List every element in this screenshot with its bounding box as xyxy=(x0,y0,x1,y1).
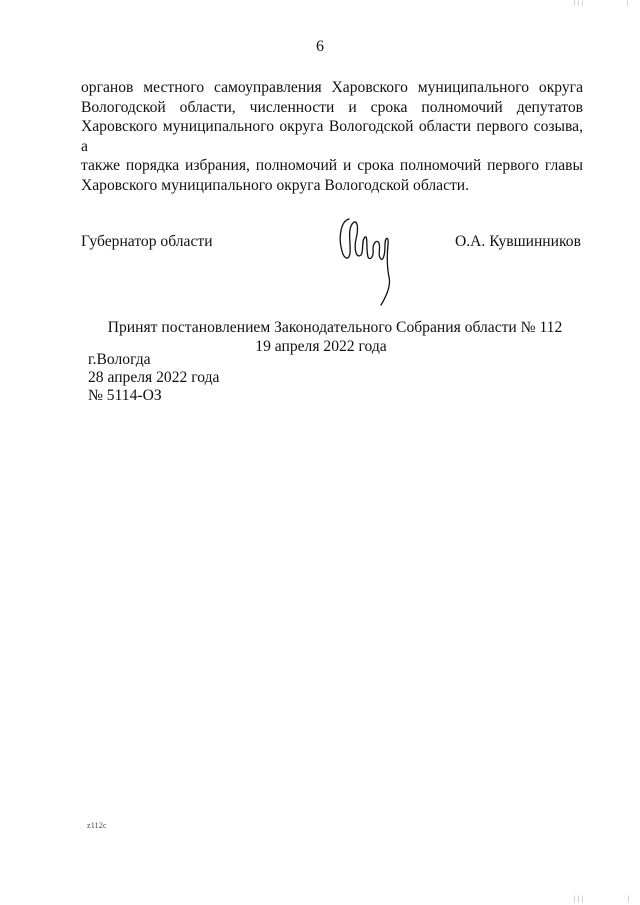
scan-artifact: │ xyxy=(626,897,631,903)
scan-artifact: │ xyxy=(625,0,630,6)
body-paragraph xyxy=(81,78,583,195)
footer-code: z112c xyxy=(87,821,107,830)
scan-artifact: │││ xyxy=(572,0,585,6)
city: г.Вологда xyxy=(88,351,151,368)
adoption-line: Принят постановлением Законодательного Собрания области № 112 xyxy=(107,319,563,336)
signatory-name: О.А. Кувшинников xyxy=(455,233,581,250)
law-number: № 5114-ОЗ xyxy=(88,387,162,404)
scan-artifact: │││ xyxy=(572,897,585,903)
body-line: также порядка избрания, полномочий и срока полномочий первого главы xyxy=(81,157,583,174)
adoption-date: 19 апреля 2022 года xyxy=(255,338,387,355)
body-line: Харовского муниципального округа Вологодской области. xyxy=(81,176,470,194)
body-line: органов местного самоуправления Харовского муниципального округа xyxy=(81,79,583,96)
signatory-title: Губернатор области xyxy=(81,233,213,250)
law-date: 28 апреля 2022 года xyxy=(88,369,220,386)
page-number: 6 xyxy=(316,38,324,55)
signature-icon xyxy=(335,215,395,307)
body-line: Харовского муниципального округа Вологодской области первого созыва, а xyxy=(81,118,583,155)
body-line: Вологодской области, численности и срока полномочий депутатов xyxy=(81,98,583,116)
place-date-block xyxy=(88,351,219,405)
